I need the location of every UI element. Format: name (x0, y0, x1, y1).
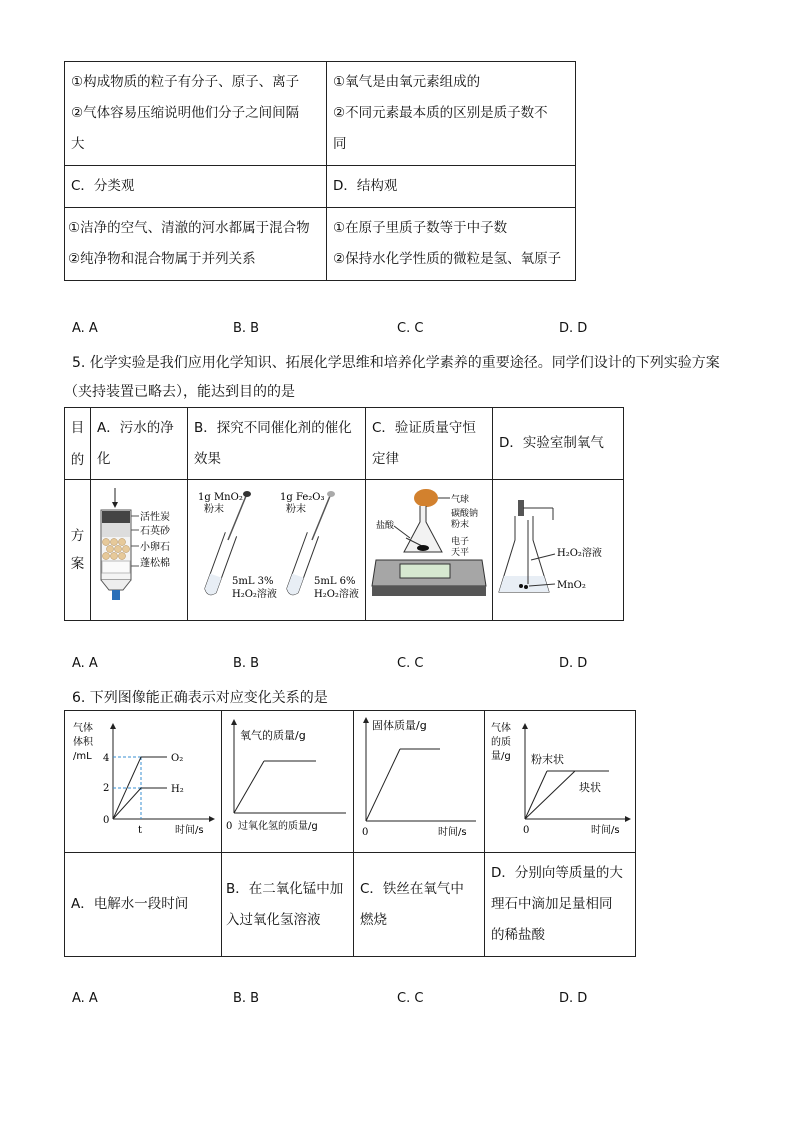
curve (366, 749, 400, 821)
x-label: 时间/s (591, 825, 620, 836)
balloon-icon (414, 489, 438, 507)
concept-table (64, 61, 576, 281)
cell-row1-right (327, 62, 576, 166)
label-mno2: 1g MnO₂ (198, 492, 243, 503)
text-line: ②气体容易压缩说明他们分子之间间隔 (71, 105, 300, 121)
q5-image-b (188, 480, 366, 621)
label-volume-6pct: 5mL 6% (314, 576, 356, 587)
origin-label: 0 (103, 815, 110, 826)
cell-row1-left (65, 62, 327, 166)
y-label-line: /mL (73, 751, 92, 762)
choice-b[interactable]: B. B (233, 656, 260, 671)
text-line: B．在二氧化锰中加 (226, 880, 344, 897)
y-tick-2: 2 (103, 783, 110, 794)
choice-c[interactable]: C. C (397, 321, 424, 336)
text-line: D．实验室制氧气 (499, 435, 604, 451)
text-line: B．探究不同催化剂的催化 (194, 419, 352, 436)
graph-solid-mass (354, 711, 484, 848)
q5-plan-col (65, 480, 91, 621)
catalyst-test-tubes-diagram (188, 480, 365, 616)
label-powder-1: 粉末 (204, 504, 224, 515)
x-tick-t: t (138, 825, 143, 836)
choice-b[interactable]: B. B (233, 991, 260, 1006)
cotton-layer (102, 561, 130, 573)
origin-label: 0 (523, 825, 530, 836)
q5-opt-b (188, 408, 366, 480)
choice-c[interactable]: C. C (397, 656, 424, 671)
q6-opt-d (485, 853, 636, 957)
text-line: C．铁丝在氧气中 (360, 880, 464, 897)
text-line: ②纯净物和混合物属于并列关系 (68, 251, 256, 267)
label-mno2: MnO₂ (557, 580, 586, 591)
label-balloon: 气球 (451, 495, 470, 505)
q6-graph-b (222, 711, 354, 853)
cell-row2-right (327, 166, 576, 208)
text-line: C．分类观 (71, 178, 135, 194)
q5-image-a (91, 480, 188, 621)
y-label: 固体质量/g (372, 719, 427, 732)
text-line: 定律 (372, 450, 399, 467)
origin-label: 0 (226, 821, 233, 832)
label-quartz-sand: 石英砂 (140, 526, 170, 537)
choice-d[interactable]: D. D (559, 991, 588, 1006)
label-sodium-carbonate: 碳酸钠 (451, 509, 479, 519)
graph-gas-mass (485, 711, 635, 848)
q6-graph-d (485, 711, 636, 853)
text-line: 目 (70, 419, 85, 436)
text-line: ①洁净的空气、清澈的河水都属于混合物 (68, 220, 310, 236)
origin-label: 0 (362, 827, 369, 838)
y-label-line: 气体 (73, 723, 93, 734)
label-pebbles: 小卵石 (140, 542, 170, 553)
text-line: 化 (97, 450, 111, 467)
q6-graph-c (354, 711, 485, 853)
x-label: 时间/s (438, 827, 467, 838)
q5-stem-line2: （夹持装置已略去），能达到目的的是 (64, 384, 295, 400)
q6-table (64, 710, 636, 957)
y-label-line: 的质 (491, 737, 511, 748)
text-line: 案 (70, 556, 85, 572)
text-line: D．分别向等质量的大 (491, 865, 623, 881)
oxygen-preparation-diagram (493, 480, 623, 616)
o2-line (113, 757, 141, 819)
balance-display (400, 564, 450, 578)
text-line: D．结构观 (333, 178, 398, 194)
text-line: 燃烧 (360, 911, 387, 928)
q6-opt-b (222, 853, 354, 957)
text-line: 理石中滴加足量相同 (491, 896, 613, 912)
series-h2: H₂ (171, 784, 184, 795)
q5-opt-a (91, 408, 188, 480)
text-line: 大 (71, 136, 85, 152)
label-h2o2: H₂O₂溶液 (557, 548, 602, 559)
label-balance: 天平 (451, 548, 470, 558)
text-line: ①氧气是由氧元素组成的 (333, 74, 481, 90)
pebble-layer (103, 539, 130, 560)
label-h2o2-1: H₂O₂溶液 (232, 589, 277, 600)
text-line: 的 (70, 451, 85, 468)
balance-diagram (366, 480, 492, 616)
cell-row3-right (327, 208, 576, 281)
text-line: C．验证质量守恒 (372, 419, 476, 436)
label-powder-2: 粉末 (286, 504, 306, 515)
q5-stem-line1: 5. 化学实验是我们应用化学知识、拓展化学思维和培养化学素养的重要途径。同学们设计的下列实验方案 (72, 355, 720, 371)
cell-row3-left (65, 208, 327, 281)
label-electronic: 电子 (451, 537, 470, 547)
series-block: 块状 (579, 781, 601, 794)
text-line: A．污水的净 (97, 419, 174, 436)
series-o2: O₂ (171, 753, 184, 764)
y-tick-4: 4 (103, 753, 110, 764)
choice-a[interactable]: A. A (72, 991, 98, 1006)
series-powder: 粉末状 (531, 753, 564, 766)
choice-c[interactable]: C. C (397, 991, 424, 1006)
y-label-line: 量/g (491, 751, 511, 762)
y-label-line: 气体 (491, 723, 511, 734)
y-label: 氧气的质量/g (240, 729, 306, 742)
powder-curve (525, 771, 547, 819)
choice-b[interactable]: B. B (233, 321, 260, 336)
text-line: A．电解水一段时间 (71, 896, 189, 912)
q6-opt-a (65, 853, 222, 957)
quartz-sand-layer (102, 523, 130, 537)
choice-d[interactable]: D. D (559, 321, 588, 336)
text-line: ②保持水化学性质的微粒是氢、氧原子 (333, 251, 562, 267)
graph-electrolysis (65, 711, 221, 848)
q5-image-d (493, 480, 624, 621)
x-label: 时间/s (175, 825, 204, 836)
water-filter-diagram (91, 480, 187, 616)
q6-stem: 6. 下列图像能正确表示对应变化关系的是 (72, 690, 328, 706)
cell-row2-left (65, 166, 327, 208)
q6-graph-a (65, 711, 222, 853)
label-powder: 粉末 (451, 520, 470, 530)
label-h2o2-2: H₂O₂溶液 (314, 589, 359, 600)
text-line: 同 (333, 136, 347, 152)
q6-opt-c (354, 853, 485, 957)
q5-opt-c (366, 408, 493, 480)
label-volume-3pct: 5mL 3% (232, 576, 274, 587)
choice-d[interactable]: D. D (559, 656, 588, 671)
text-line: 方 (70, 528, 85, 544)
label-fe2o3: 1g Fe₂O₃ (280, 492, 325, 503)
q5-head-col (65, 408, 91, 480)
text-line: 的稀盐酸 (491, 927, 545, 943)
choice-a[interactable]: A. A (72, 321, 98, 336)
y-label-line: 体积 (73, 737, 93, 748)
label-hcl: 盐酸 (376, 521, 395, 531)
graph-oxygen-mass (222, 711, 353, 848)
x-label: 过氧化氢的质量/g (238, 821, 318, 832)
q5-opt-d (493, 408, 624, 480)
h2-line (113, 788, 141, 819)
label-cotton: 蓬松棉 (140, 558, 170, 569)
q5-table (64, 407, 624, 621)
label-activated-carbon: 活性炭 (140, 512, 170, 523)
text-line: ①构成物质的粒子有分子、原子、离子 (71, 74, 300, 90)
curve (234, 761, 264, 813)
text-line: ②不同元素最本质的区别是质子数不 (333, 105, 548, 121)
text-line: 入过氧化氢溶液 (226, 911, 321, 928)
activated-carbon-layer (102, 511, 130, 523)
choice-a[interactable]: A. A (72, 656, 98, 671)
text-line: ①在原子里质子数等于中子数 (333, 220, 508, 236)
block-curve (525, 771, 575, 819)
q5-image-c (366, 480, 493, 621)
text-line: 效果 (194, 450, 221, 467)
